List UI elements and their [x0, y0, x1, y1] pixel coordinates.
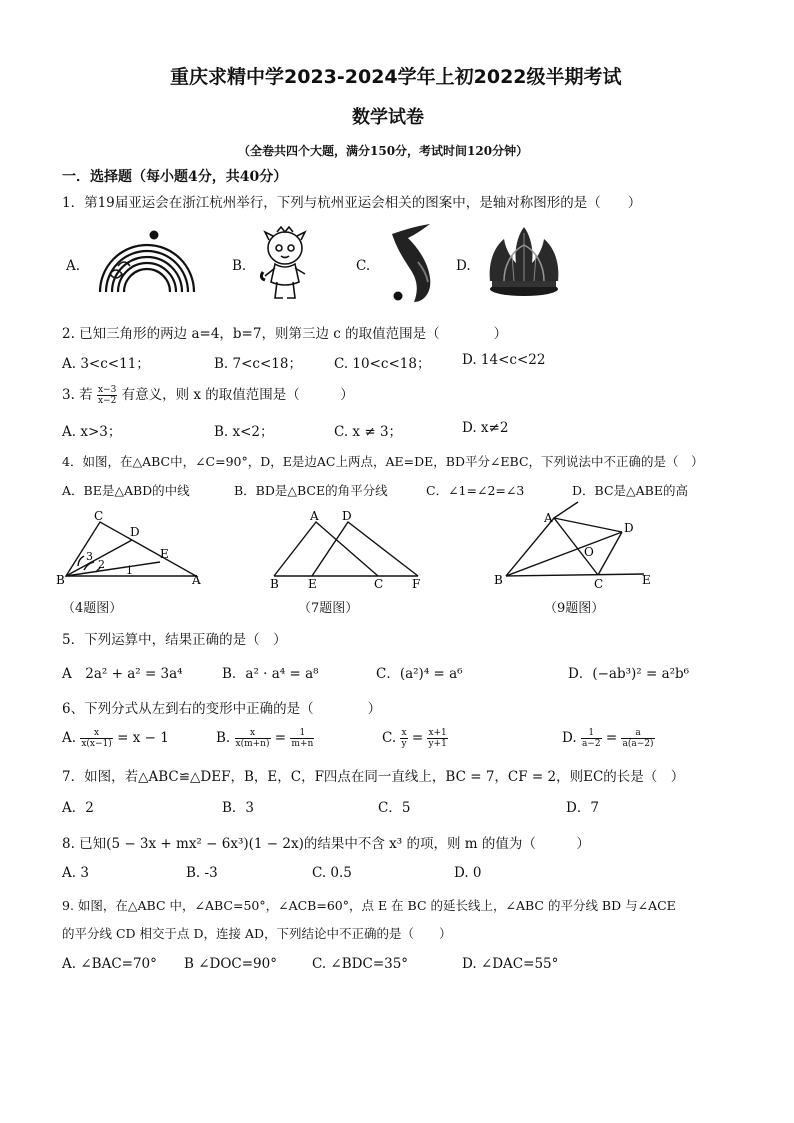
q6-b-fraction-left [235, 728, 271, 749]
q2-option-d: D. 14<c<22 [462, 352, 546, 368]
q3-fraction [97, 385, 117, 406]
fig9-label-d: D [624, 521, 634, 535]
fig7-label-a: A [310, 509, 319, 523]
q6-a-rhs: = x − 1 [117, 730, 169, 746]
fig4-label-d: D [130, 525, 140, 539]
exam-note: （全卷共四个大题，满分150分，考试时间120分钟） [238, 144, 529, 158]
q2-option-c: C. 10<c<18； [334, 356, 431, 372]
question-5-stem: 5．下列运算中，结果正确的是（ ） [62, 632, 287, 648]
q6-b-num1: x [235, 728, 271, 739]
q2-option-a: A. 3<c<11； [62, 356, 150, 372]
q4-option-c: C．∠1=∠2=∠3 [426, 483, 525, 498]
fig7-label-e: E [308, 577, 317, 590]
question-3-stem [62, 383, 354, 406]
q6-a-fraction [80, 728, 112, 749]
q8-option-c: C. 0.5 [312, 865, 352, 881]
q5-option-a: A 2a² + a² = 3a⁴ [62, 666, 183, 682]
fig4-angle-1: 1 [126, 564, 133, 577]
q6-d-label: D. [562, 730, 577, 746]
question-4-stem: 4．如图，在△ABC中，∠C=90°，D，E是边AC上两点，AE=DE，BD平分∠EBC，下列说法中不正确的是（ ） [62, 454, 704, 469]
fig7-label-d: D [342, 509, 352, 523]
q4-option-a: A．BE是△ABD的中线 [62, 483, 190, 498]
q6-option-a [62, 728, 169, 749]
q3-option-a: A. x>3； [62, 424, 122, 440]
figure-9-caption: （9题图） [544, 601, 605, 616]
q6-c-num1: x [401, 728, 407, 738]
fig9-label-b: B [494, 573, 503, 587]
figure-9 [494, 500, 664, 592]
exam-title: 重庆求精中学2023-2024学年上初2022级半期考试 [170, 66, 622, 88]
fig4-angle-3: 3 [86, 550, 93, 563]
fig4-angle-2: 2 [98, 558, 105, 571]
question-1-stem: 1．第19届亚运会在浙江杭州举行，下列与杭州亚运会相关的图案中，是轴对称图形的是（ ） [62, 195, 642, 211]
q6-a-num: x [80, 728, 112, 739]
asian-games-emblem-image [92, 228, 202, 298]
q1-option-c-label: C. [356, 258, 371, 274]
q3-option-d: D. x≠2 [462, 420, 509, 436]
q6-option-b [216, 728, 314, 749]
q7-option-a: A．2 [62, 800, 94, 816]
fig7-label-f: F [412, 577, 421, 590]
q3-post: 有意义，则 x 的取值范围是（ ） [121, 387, 354, 403]
q6-a-label: A. [62, 730, 77, 746]
q1-option-b-label: B. [232, 258, 247, 274]
q6-b-num2: 1 [290, 728, 314, 739]
q6-b-den1: x(m+n) [235, 739, 270, 749]
q6-c-fraction-left [400, 728, 407, 749]
figure-7-caption: （7题图） [298, 601, 359, 616]
q3-frac-den: x−2 [97, 396, 117, 406]
q6-d-eq: = [605, 730, 618, 746]
q3-option-b: B. x<2； [214, 424, 274, 440]
q6-b-eq: = [274, 730, 287, 746]
q6-option-c [382, 728, 448, 749]
q6-c-label: C. [382, 730, 397, 746]
fig4-label-b: B [56, 573, 65, 587]
fig9-label-c: C [594, 577, 604, 591]
q6-d-den1: a−2 [581, 739, 601, 749]
q6-option-d [562, 728, 655, 749]
fig4-label-a: A [192, 573, 201, 587]
fig4-label-c: C [94, 509, 104, 523]
fig4-label-e: E [160, 547, 169, 561]
q4-option-b: B．BD是△BCE的角平分线 [234, 483, 388, 498]
q5-option-b: B．a² · a⁴ = a⁸ [222, 666, 319, 682]
q5-option-d: D．(−ab³)² = a²b⁶ [568, 666, 690, 682]
q6-d-num1: 1 [581, 728, 602, 739]
q8-option-b: B. -3 [186, 865, 218, 881]
figure-4 [56, 506, 206, 588]
q9-option-d: D. ∠DAC=55° [462, 956, 559, 972]
q7-option-d: D．7 [566, 800, 599, 816]
exam-subtitle: 数学试卷 [352, 107, 424, 128]
lotus-building-image [484, 225, 564, 301]
fish-image [378, 222, 446, 308]
q2-option-b: B. 7<c<18； [214, 356, 302, 372]
q6-d-fraction-right [621, 728, 654, 749]
q9-option-a: A. ∠BAC=70° [62, 956, 157, 972]
fig9-label-a: A [544, 511, 553, 525]
q6-b-label: B. [216, 730, 231, 746]
question-7-stem: 7．如图，若△ABC≌△DEF，B，E，C，F四点在同一直线上，BC = 7，CF = 2，则EC的长是（ ） [62, 769, 685, 785]
figure-7 [266, 508, 428, 590]
q1-option-d-label: D. [456, 258, 471, 274]
q3-option-c: C. x ≠ 3； [334, 424, 403, 440]
fig7-label-b: B [270, 577, 279, 590]
q9-option-b: B ∠DOC=90° [184, 956, 277, 972]
figure-4-caption: （4题图） [62, 601, 123, 616]
q7-option-b: B．3 [222, 800, 255, 816]
q6-a-den: x(x−1) [81, 739, 112, 749]
question-8-stem: 8. 已知(5 − 3x + mx² − 6x³)(1 − 2x)的结果中不含 x³ 的项，则 m 的值为（ ） [62, 836, 590, 852]
q6-b-den2: m+n [291, 739, 314, 749]
q8-option-d: D. 0 [454, 865, 482, 881]
section-title: 一．选择题（每小题4分，共40分） [62, 169, 288, 185]
q6-d-num2: a [621, 728, 654, 739]
fig9-label-e: E [642, 573, 651, 587]
q6-c-eq: = [411, 730, 424, 746]
fig9-label-o: O [584, 545, 594, 559]
q4-option-d: D．BC是△ABE的高 [572, 483, 688, 498]
q7-option-c: C．5 [378, 800, 411, 816]
q5-option-c: C．(a²)⁴ = a⁶ [376, 666, 463, 682]
q6-b-fraction-right [290, 728, 314, 749]
q6-d-den2: a(a−2) [622, 739, 654, 749]
question-2-stem: 2. 已知三角形的两边 a=4，b=7，则第三边 c 的取值范围是（ ） [62, 326, 508, 342]
question-9-line-1: 9. 如图，在△ABC 中，∠ABC=50°，∠ACB=60°，点 E 在 BC 的延长线上，∠ABC 的平分线 BD 与∠ACE [62, 898, 676, 913]
question-6-stem: 6、下列分式从左到右的变形中正确的是（ ） [62, 701, 382, 717]
q6-c-fraction-right [427, 728, 447, 749]
question-9-line-2: 的平分线 CD 相交于点 D，连接 AD，下列结论中不正确的是（ ） [62, 926, 452, 941]
q1-option-a-label: A. [66, 258, 81, 274]
q9-option-c: C. ∠BDC=35° [312, 956, 409, 972]
q6-c-den1: y [401, 739, 407, 749]
fig7-label-c: C [374, 577, 384, 590]
q6-c-den2: y+1 [428, 739, 447, 749]
q6-c-num2: x+1 [428, 728, 447, 738]
q8-option-a: A. 3 [62, 865, 89, 881]
q3-frac-num: x−3 [97, 385, 117, 395]
mascot-image [255, 226, 317, 304]
q6-d-fraction-left [581, 728, 602, 749]
q3-pre: 3. 若 [62, 387, 93, 403]
